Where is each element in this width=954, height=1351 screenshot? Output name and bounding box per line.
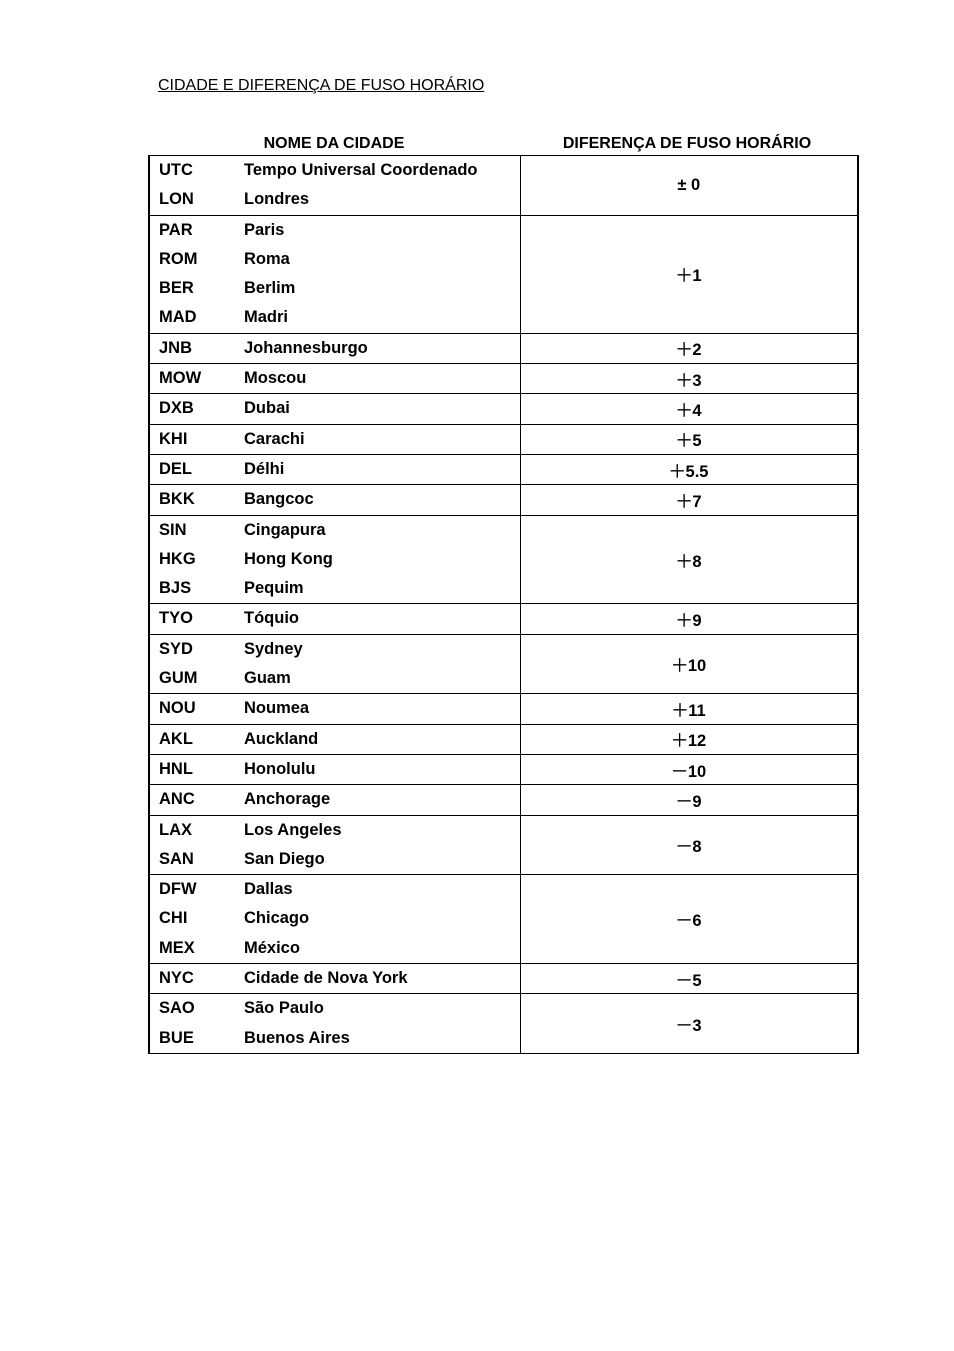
timezone-group	[149, 994, 858, 1054]
city-name: Guam	[244, 669, 291, 688]
city-code: UTC	[159, 161, 193, 179]
time-difference: ＋5.5	[520, 454, 858, 484]
city-code: MOW	[159, 369, 202, 388]
city-name-cell	[236, 754, 520, 784]
city-code-cell	[149, 156, 236, 216]
city-name: Tempo Universal Coordenado	[244, 161, 478, 179]
city-code-cell	[149, 215, 236, 333]
timezone-group	[149, 156, 858, 216]
table-row	[149, 815, 858, 875]
city-name-cell	[236, 815, 520, 875]
time-difference: －5	[520, 964, 858, 994]
timezone-group	[149, 424, 858, 454]
city-code: SIN	[159, 520, 187, 539]
city-code-cell	[149, 424, 236, 454]
city-name: Honolulu	[244, 759, 316, 778]
timezone-group	[149, 215, 858, 333]
city-code: ROM	[159, 249, 198, 268]
city-name: Dallas	[244, 880, 293, 899]
city-name-cell	[236, 604, 520, 634]
header-city-name: NOME DA CIDADE	[263, 135, 405, 152]
city-code-cell	[149, 694, 236, 724]
city-code-cell	[149, 364, 236, 394]
table-row	[149, 964, 858, 994]
city-code: HKG	[159, 549, 196, 568]
city-code: KHI	[159, 429, 188, 448]
document-title: CIDADE E DIFERENÇA DE FUSO HORÁRIO	[158, 77, 485, 94]
city-name: México	[244, 938, 300, 957]
city-code-cell	[149, 724, 236, 754]
time-difference: ＋9	[520, 604, 858, 634]
time-difference: ＋11	[520, 694, 858, 724]
city-name-cell	[236, 994, 520, 1054]
city-code: MAD	[159, 308, 197, 327]
table-row	[149, 215, 858, 333]
city-name: Bangcoc	[244, 490, 314, 509]
city-name: Cingapura	[244, 520, 326, 539]
time-difference: －8	[520, 815, 858, 875]
city-name: Cidade de Nova York	[244, 969, 408, 988]
city-code: DFW	[159, 880, 197, 899]
time-difference: ＋4	[520, 394, 858, 424]
city-name-cell	[236, 424, 520, 454]
time-difference: ＋8	[520, 515, 858, 604]
city-name: Carachi	[244, 429, 305, 448]
city-name: Londres	[244, 190, 310, 209]
city-code: LON	[159, 190, 194, 209]
city-code: TYO	[159, 609, 193, 628]
timezone-group	[149, 333, 858, 363]
table-row	[149, 754, 858, 784]
time-difference: ＋1	[520, 215, 858, 333]
time-difference: ＋5	[520, 424, 858, 454]
time-difference: －3	[520, 994, 858, 1054]
city-code-cell	[149, 994, 236, 1054]
city-name-cell	[236, 156, 520, 216]
city-code: HNL	[159, 759, 193, 778]
timezone-group	[149, 754, 858, 784]
city-name: Johannesburgo	[244, 338, 368, 357]
timezone-group	[149, 634, 858, 694]
time-difference: －10	[520, 754, 858, 784]
table-row	[149, 994, 858, 1054]
city-code: MEX	[159, 938, 195, 957]
timezone-group	[149, 604, 858, 634]
city-name: Paris	[244, 220, 285, 239]
city-code: JNB	[159, 338, 193, 357]
timezone-group	[149, 815, 858, 875]
city-name: Buenos Aires	[244, 1028, 350, 1047]
city-code: NOU	[159, 699, 196, 718]
table-row	[149, 875, 858, 964]
time-difference: ＋7	[520, 485, 858, 515]
city-code: BUE	[159, 1028, 194, 1047]
timezone-group	[149, 515, 858, 604]
city-name: Dubai	[244, 399, 290, 418]
table-row	[149, 454, 858, 484]
city-code: AKL	[159, 729, 193, 748]
city-code-cell	[149, 485, 236, 515]
table-row	[149, 333, 858, 363]
city-name: São Paulo	[244, 999, 324, 1018]
table-row	[149, 694, 858, 724]
city-name: Madri	[244, 308, 289, 327]
table-row	[149, 634, 858, 694]
table-row	[149, 604, 858, 634]
city-name-cell	[236, 694, 520, 724]
timezone-group	[149, 394, 858, 424]
city-code-cell	[149, 754, 236, 784]
city-code: NYC	[159, 969, 194, 988]
city-code-cell	[149, 604, 236, 634]
city-code: SYD	[159, 639, 193, 658]
table-row	[149, 364, 858, 394]
city-name-cell	[236, 394, 520, 424]
city-name: Berlim	[244, 279, 296, 298]
city-name: Tóquio	[244, 609, 299, 628]
city-code-cell	[149, 454, 236, 484]
timezone-group	[149, 964, 858, 994]
city-code: GUM	[159, 669, 198, 688]
city-code: CHI	[159, 909, 188, 928]
city-code: BJS	[159, 579, 192, 598]
city-name: Délhi	[244, 459, 285, 478]
timezone-group	[149, 875, 858, 964]
timezone-group	[149, 364, 858, 394]
city-code-cell	[149, 785, 236, 815]
city-name-cell	[236, 724, 520, 754]
time-difference: －6	[520, 875, 858, 964]
time-difference: －9	[520, 785, 858, 815]
city-code-cell	[149, 333, 236, 363]
city-name: San Diego	[244, 849, 325, 868]
city-name-cell	[236, 785, 520, 815]
city-name: Hong Kong	[244, 549, 333, 568]
city-name-cell	[236, 215, 520, 333]
timezone-table	[148, 155, 859, 1054]
timezone-group	[149, 485, 858, 515]
city-name-cell	[236, 364, 520, 394]
city-name: Anchorage	[244, 790, 331, 809]
city-code: PAR	[159, 220, 193, 239]
table-row	[149, 394, 858, 424]
city-name-cell	[236, 485, 520, 515]
timezone-group	[149, 694, 858, 724]
city-name: Noumea	[244, 699, 310, 718]
city-name: Sydney	[244, 639, 303, 658]
city-code: DEL	[159, 459, 192, 478]
city-code: LAX	[159, 820, 192, 839]
table-row	[149, 156, 858, 216]
city-code-cell	[149, 815, 236, 875]
timezone-group	[149, 454, 858, 484]
city-name-cell	[236, 454, 520, 484]
city-code: BER	[159, 279, 194, 298]
city-code: DXB	[159, 399, 194, 418]
city-name: Auckland	[244, 729, 319, 748]
city-name: Pequim	[244, 579, 304, 598]
city-name-cell	[236, 964, 520, 994]
city-code: ANC	[159, 790, 195, 809]
city-code-cell	[149, 394, 236, 424]
city-name: Chicago	[244, 909, 310, 928]
time-difference: ＋10	[520, 634, 858, 694]
city-code-cell	[149, 515, 236, 604]
city-name-cell	[236, 515, 520, 604]
city-code-cell	[149, 634, 236, 694]
time-difference: ＋3	[520, 364, 858, 394]
city-name: Roma	[244, 249, 290, 268]
table-row	[149, 724, 858, 754]
time-difference: ± 0	[520, 156, 858, 216]
city-code: SAO	[159, 999, 195, 1018]
city-code: BKK	[159, 490, 195, 509]
city-code: SAN	[159, 849, 194, 868]
timezone-group	[149, 724, 858, 754]
city-code-cell	[149, 875, 236, 964]
city-code-cell	[149, 964, 236, 994]
header-time-difference: DIFERENÇA DE FUSO HORÁRIO	[562, 135, 812, 152]
timezone-group	[149, 785, 858, 815]
city-name-cell	[236, 333, 520, 363]
table-row	[149, 485, 858, 515]
city-name: Los Angeles	[244, 820, 342, 839]
time-difference: ＋2	[520, 333, 858, 363]
time-difference: ＋12	[520, 724, 858, 754]
city-name-cell	[236, 875, 520, 964]
table-row	[149, 785, 858, 815]
table-row	[149, 515, 858, 604]
city-name-cell	[236, 634, 520, 694]
table-row	[149, 424, 858, 454]
city-name: Moscou	[244, 369, 307, 388]
